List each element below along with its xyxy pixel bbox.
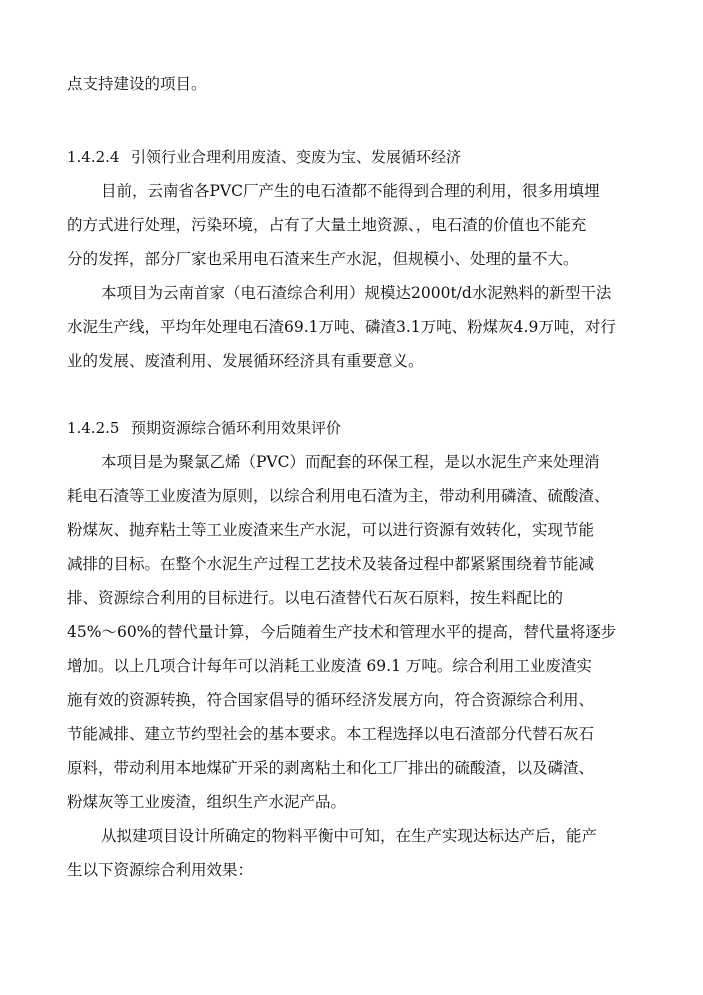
paragraph-line: 粉煤灰等工业废渣，组织生产水泥产品。 bbox=[67, 793, 347, 811]
paragraph-line: 节能减排、建立节约型社会的基本要求。本工程选择以电石渣部分代替石灰石 bbox=[67, 725, 595, 743]
paragraph-line: 原料，带动利用本地煤矿开采的剥离粘土和化工厂排出的硫酸渣，以及磷渣、 bbox=[67, 759, 595, 777]
paragraph-line: 排、资源综合利用的目标进行。以电石渣替代石灰石原料，按生料配比的 bbox=[67, 589, 564, 607]
paragraph-line: 耗电石渣等工业废渣为原则，以综合利用电石渣为主，带动利用磷渣、硫酸渣、 bbox=[67, 487, 610, 505]
section-number: 1.4.2.4 bbox=[67, 148, 120, 166]
paragraph-line: 45%～60%的替代量计算，今后随着生产技术和管理水平的提高，替代量将逐步 bbox=[67, 623, 617, 641]
paragraph-line: 从拟建项目设计所确定的物料平衡中可知，在生产实现达标达产后，能产 bbox=[101, 827, 598, 845]
paragraph-line: 粉煤灰、抛弃粘土等工业废渣来生产水泥，可以进行资源有效转化，实现节能 bbox=[67, 521, 595, 539]
section-number: 1.4.2.5 bbox=[67, 419, 120, 437]
paragraph-line: 水泥生产线，平均年处理电石渣69.1万吨、磷渣3.1万吨、粉煤灰4.9万吨，对行 bbox=[67, 318, 616, 336]
section-title: 预期资源综合循环利用效果评价 bbox=[131, 419, 342, 437]
paragraph-line: 的方式进行处理，污染环境，占有了大量土地资源、，电石渣的价值也不能充 bbox=[67, 216, 587, 234]
paragraph-line: 本项目为云南首家（电石渣综合利用）规模达2000t/d水泥熟料的新型干法 bbox=[101, 284, 612, 302]
intro-line: 点支持建设的项目。 bbox=[67, 75, 207, 93]
paragraph-line: 本项目是为聚氯乙烯（PVC）而配套的环保工程，是以水泥生产来处理消 bbox=[101, 453, 600, 471]
paragraph-line: 增加。以上几项合计每年可以消耗工业废渣 69.1 万吨。综合利用工业废渣实 bbox=[67, 657, 592, 675]
paragraph-line: 目前，云南省各PVC厂产生的电石渣都不能得到合理的利用，很多用填埋 bbox=[101, 182, 600, 200]
section-heading-1425 bbox=[67, 418, 341, 438]
section-title: 引领行业合理利用废渣、变废为宝、发展循环经济 bbox=[131, 148, 462, 166]
paragraph-line: 生以下资源综合利用效果： bbox=[67, 861, 254, 879]
paragraph-line: 业的发展、废渣利用、发展循环经济具有重要意义。 bbox=[67, 352, 424, 370]
paragraph-line: 施有效的资源转换，符合国家倡导的循环经济发展方向，符合资源综合利用、 bbox=[67, 691, 595, 709]
section-heading-1424 bbox=[67, 147, 461, 167]
paragraph-line: 分的发挥，部分厂家也采用电石渣来生产水泥，但规模小、处理的量不大。 bbox=[67, 250, 579, 268]
paragraph-line: 减排的目标。在整个水泥生产过程工艺技术及装备过程中都紧紧围绕着节能减 bbox=[67, 555, 595, 573]
